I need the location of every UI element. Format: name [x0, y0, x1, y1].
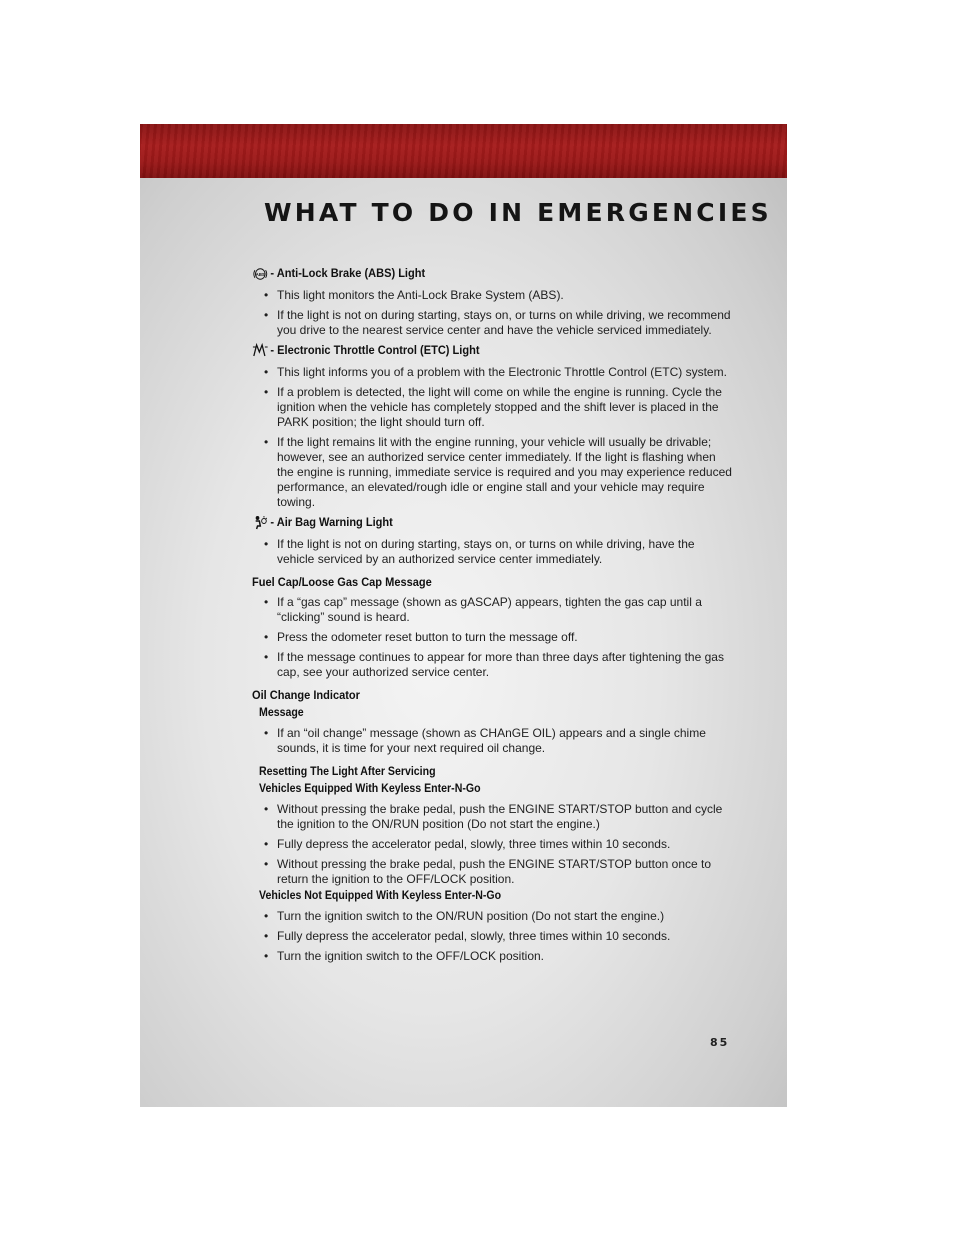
list-item: • If the light is not on during starting, stays on, or turns on while driving, we recommend you drive to the nearest service center and have the vehicle serviced immediately.: [252, 308, 732, 338]
fuel-cap-bullets: [252, 595, 732, 680]
not-keyless-bullets: [252, 909, 732, 964]
svg-text:ABS: ABS: [255, 271, 265, 277]
section-heading-text: Oil Change Indicator: [252, 688, 360, 702]
etc-warning-icon: [252, 343, 269, 358]
subheading-resetting: Resetting The Light After Servicing: [259, 766, 436, 778]
list-item: • Press the odometer reset button to turn the message off.: [252, 630, 732, 645]
section-heading-text: - Electronic Throttle Control (ETC) Light: [270, 343, 480, 357]
list-item: • Turn the ignition switch to the ON/RUN position (Do not start the engine.): [252, 909, 732, 924]
section-heading-text: Fuel Cap/Loose Gas Cap Message: [252, 575, 432, 589]
list-item: • If the message continues to appear for more than three days after tightening the gas cap, see your authorized service center.: [252, 650, 732, 680]
keyless-bullets: [252, 802, 732, 887]
list-item: • If a problem is detected, the light will come on while the engine is running. Cycle the ignition when the vehicle has completely stopped and the shift lever is placed in the PARK position; the light should turn off.: [252, 385, 732, 430]
list-item: • If the light remains lit with the engine running, your vehicle will usually be drivable; however, see an authorized service center immediately. If the light is flashing when the engine is running, immediate service is required and you may experience reduced performance, an elevated/rough idle or engine stall and your vehicle may require towing.: [252, 435, 732, 510]
list-item: • Fully depress the accelerator pedal, slowly, three times within 10 seconds.: [252, 837, 732, 852]
abs-bullets: [252, 288, 732, 338]
abs-warning-icon: [252, 266, 269, 281]
section-heading-airbag: [252, 515, 694, 530]
list-item: • If the light is not on during starting, stays on, or turns on while driving, have the vehicle serviced by an authorized service center immediately.: [252, 537, 732, 567]
list-item: • This light monitors the Anti-Lock Brake System (ABS).: [252, 288, 732, 303]
section-heading-text: - Anti-Lock Brake (ABS) Light: [270, 266, 426, 280]
manual-page: [140, 124, 787, 1107]
page-content: [252, 266, 732, 969]
subheading-keyless: Vehicles Equipped With Keyless Enter-N-Go: [259, 783, 481, 795]
airbag-bullets: [252, 537, 732, 567]
airbag-warning-icon: [252, 515, 269, 530]
section-heading-fuel-cap: [252, 575, 694, 590]
oil-message-bullets: [252, 726, 732, 756]
section-heading-oil-change: [252, 688, 694, 703]
section-heading-etc: [252, 343, 694, 358]
list-item: • Turn the ignition switch to the OFF/LOCK position.: [252, 949, 732, 964]
header-banner: [140, 124, 787, 178]
page-number: 85: [710, 1036, 730, 1049]
list-item: • Without pressing the brake pedal, push the ENGINE START/STOP button once to return the ignition to the OFF/LOCK position.: [252, 857, 732, 887]
etc-bullets: [252, 365, 732, 510]
page-title: WHAT TO DO IN EMERGENCIES: [264, 198, 772, 227]
section-heading-abs: [252, 266, 694, 281]
list-item: • If an “oil change” message (shown as CHAnGE OIL) appears and a single chime sounds, it is time for your next required oil change.: [252, 726, 732, 756]
section-heading-text: - Air Bag Warning Light: [270, 515, 393, 529]
list-item: • Without pressing the brake pedal, push the ENGINE START/STOP button and cycle the ignition to the ON/RUN position (Do not start the engine.): [252, 802, 732, 832]
list-item: • Fully depress the accelerator pedal, slowly, three times within 10 seconds.: [252, 929, 732, 944]
list-item: • If a “gas cap” message (shown as gASCAP) appears, tighten the gas cap until a “clicking” sound is heard.: [252, 595, 732, 625]
subheading-message: Message: [259, 707, 304, 719]
subheading-not-keyless: Vehicles Not Equipped With Keyless Enter-N-Go: [259, 890, 502, 902]
list-item: • This light informs you of a problem with the Electronic Throttle Control (ETC) system.: [252, 365, 732, 380]
